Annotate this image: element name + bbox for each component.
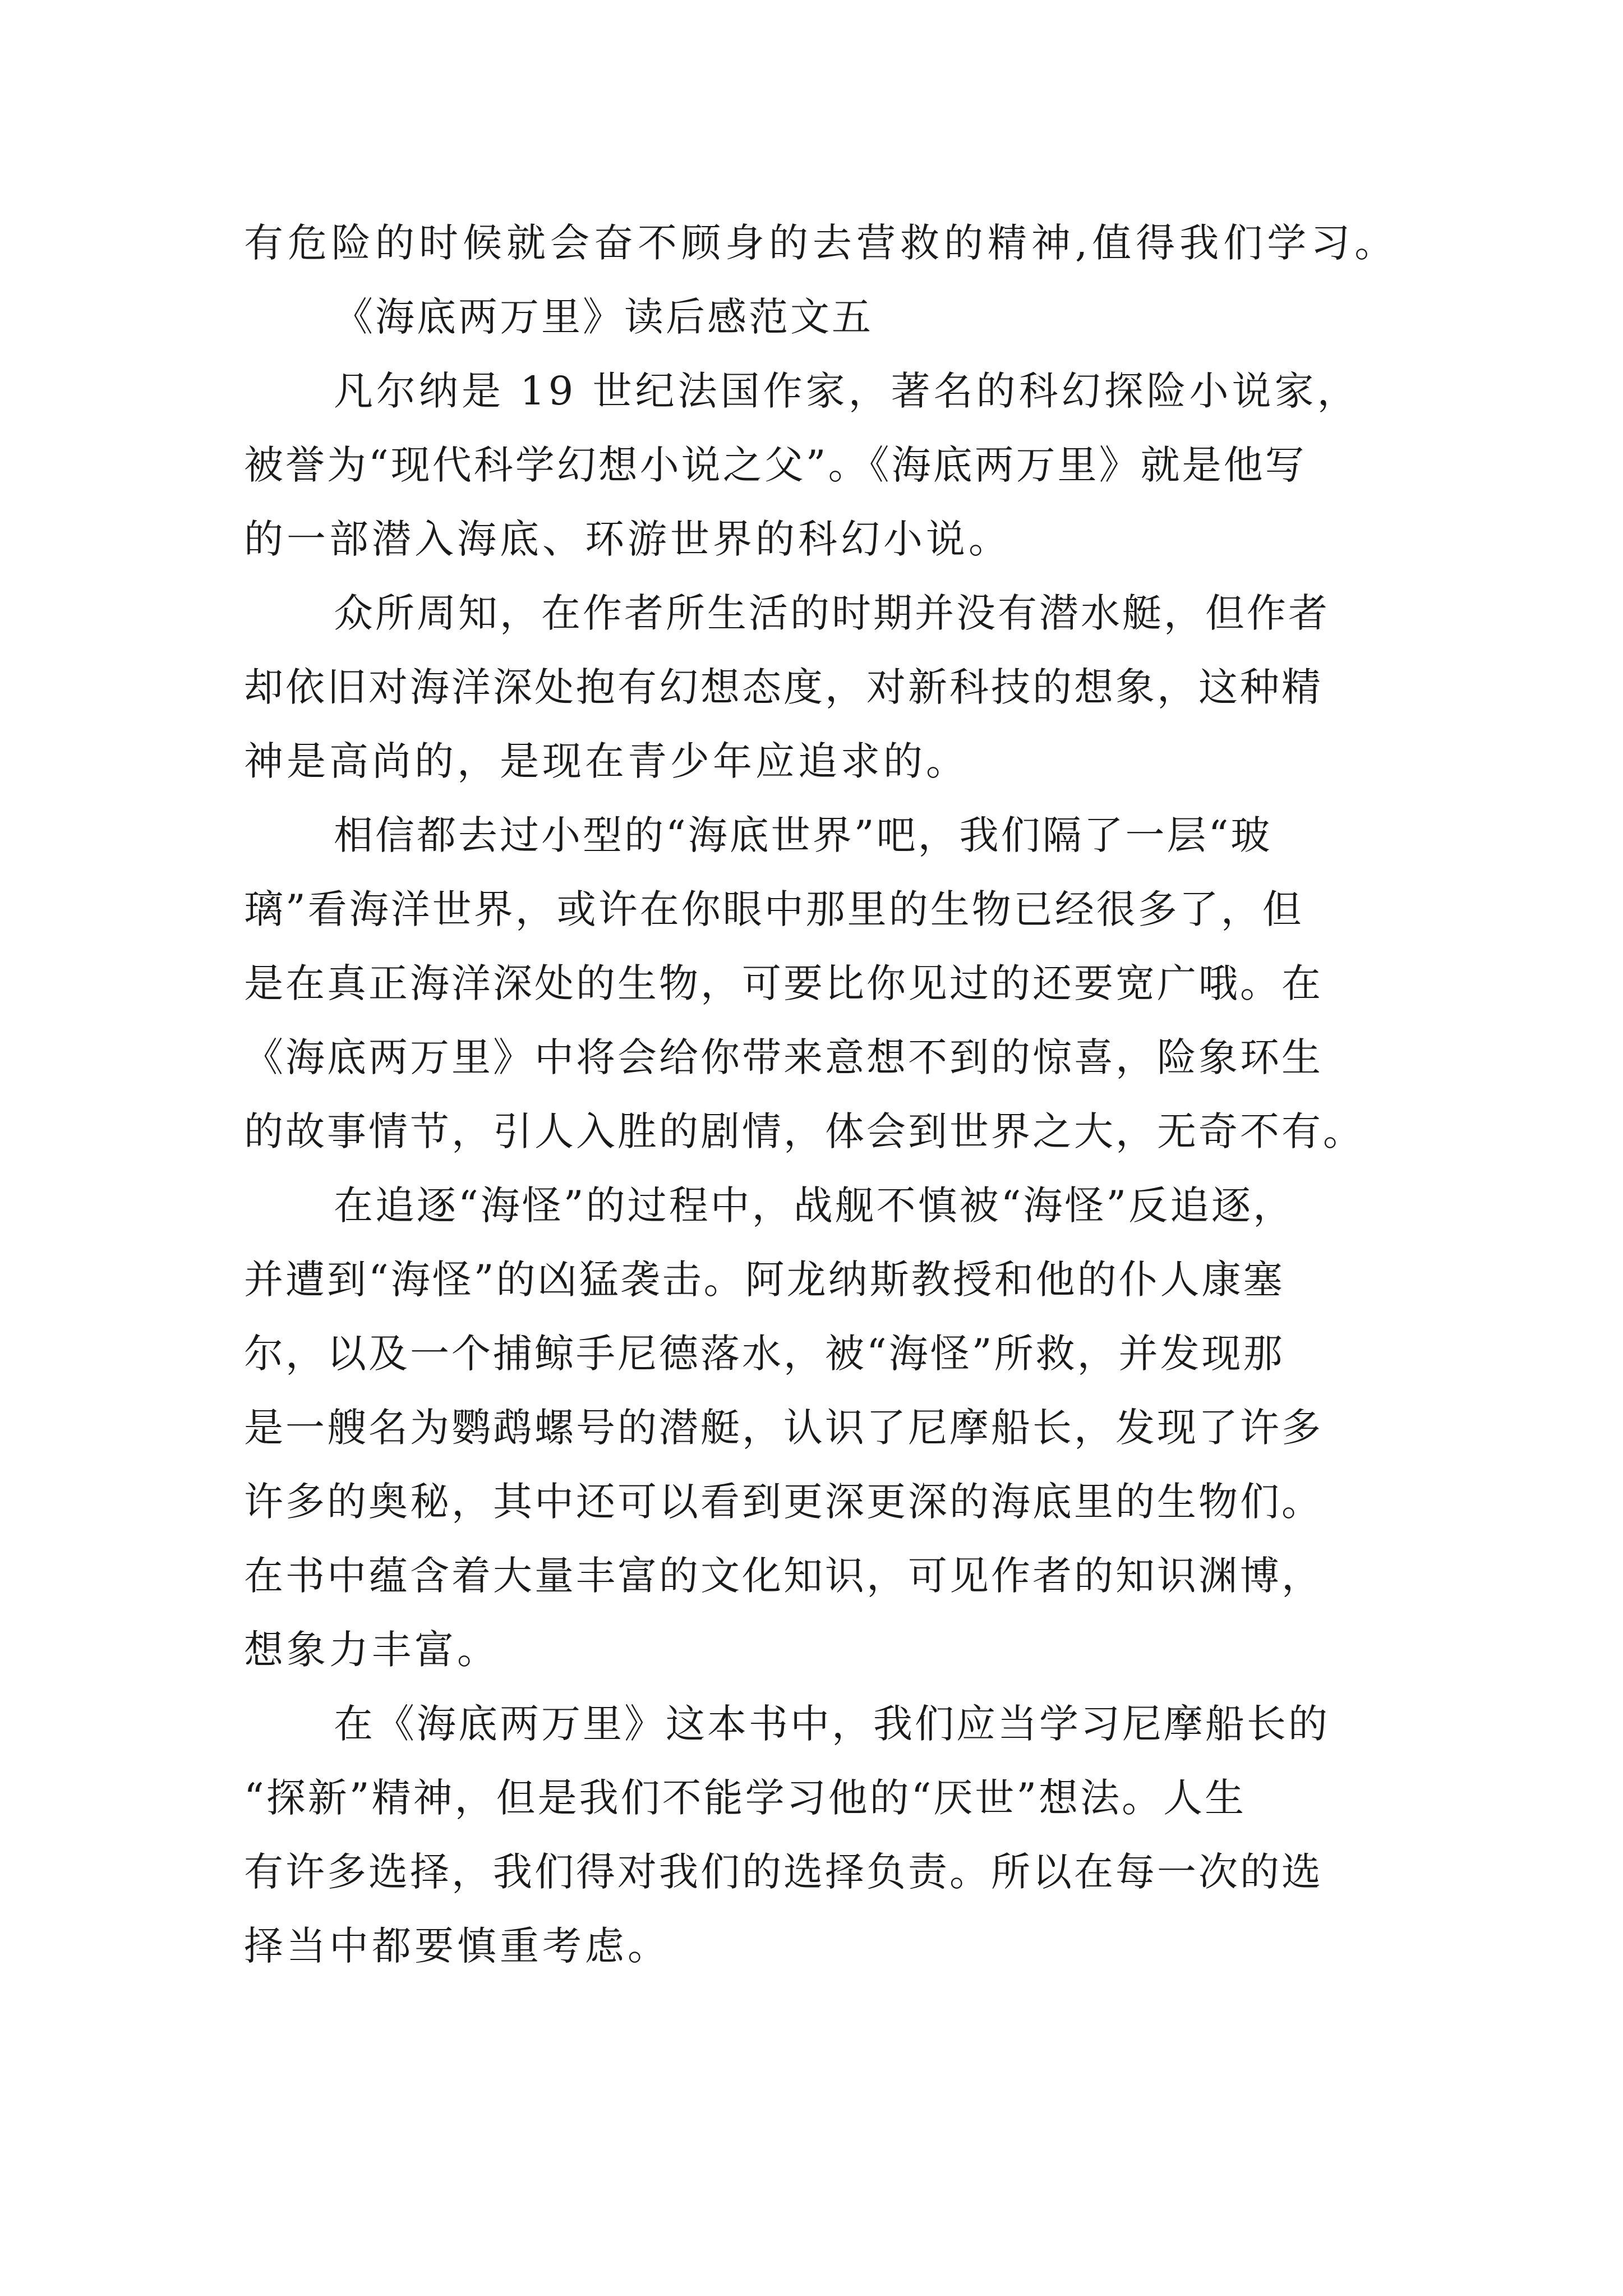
paragraph-line: 《海底两万里》中将会给你带来意想不到的惊喜，险象环生	[244, 1034, 1323, 1080]
paragraph-line: 有危险的时候就会奋不顾身的去营救的精神,值得我们学习。	[244, 220, 1399, 266]
paragraph-line: 却依旧对海洋深处抱有幻想态度，对新科技的想象，这种精	[244, 664, 1323, 710]
paragraph-line: “探新”精神，但是我们不能学习他的“厌世”想法。人生	[244, 1775, 1247, 1821]
paragraph-line: 璃”看海洋世界，或许在你眼中那里的生物已经很多了，但	[244, 886, 1304, 932]
paragraph-line: 并遭到“海怪”的凶猛袭击。阿龙纳斯教授和他的仆人康塞	[244, 1257, 1285, 1303]
paragraph-line: 择当中都要慎重考虑。	[244, 1923, 670, 1969]
paragraph-line: 想象力丰富。	[244, 1627, 500, 1673]
paragraph-line: 是在真正海洋深处的生物，可要比你见过的还要宽广哦。在	[244, 960, 1323, 1006]
paragraph-line: 是一艘名为鹦鹉螺号的潜艇，认识了尼摩船长，发现了许多	[244, 1405, 1323, 1451]
paragraph-line: 许多的奥秘，其中还可以看到更深更深的海底里的生物们。	[244, 1479, 1323, 1525]
paragraph-line: 神是高尚的，是现在青少年应追求的。	[244, 738, 969, 784]
paragraph-line: 的一部潜入海底、环游世界的科幻小说。	[244, 516, 1011, 562]
paragraph-line: 众所周知，在作者所生活的时期并没有潜水艇，但作者	[334, 590, 1330, 636]
section-heading: 《海底两万里》读后感范文五	[334, 294, 873, 340]
paragraph-line: 在书中蕴含着大量丰富的文化知识，可见作者的知识渊博，	[244, 1553, 1323, 1599]
paragraph-line: 的故事情节，引人入胜的剧情，体会到世界之大，无奇不有。	[244, 1108, 1364, 1154]
paragraph-line: 在追逐“海怪”的过程中，战舰不慎被“海怪”反追逐，	[334, 1182, 1295, 1228]
paragraph-line: 相信都去过小型的“海底世界”吧，我们隔了一层“玻	[334, 812, 1272, 858]
paragraph-line: 有许多选择，我们得对我们的选择负责。所以在每一次的选	[244, 1849, 1323, 1895]
paragraph-line: 凡尔纳是 19 世纪法国作家，著名的科幻探险小说家，	[334, 368, 1360, 414]
paragraph-line: 在《海底两万里》这本书中，我们应当学习尼摩船长的	[334, 1701, 1330, 1747]
paragraph-line: 尔，以及一个捕鲸手尼德落水，被“海怪”所救，并发现那	[244, 1331, 1285, 1377]
paragraph-line: 被誉为“现代科学幻想小说之父”。《海底两万里》就是他写	[244, 442, 1307, 488]
